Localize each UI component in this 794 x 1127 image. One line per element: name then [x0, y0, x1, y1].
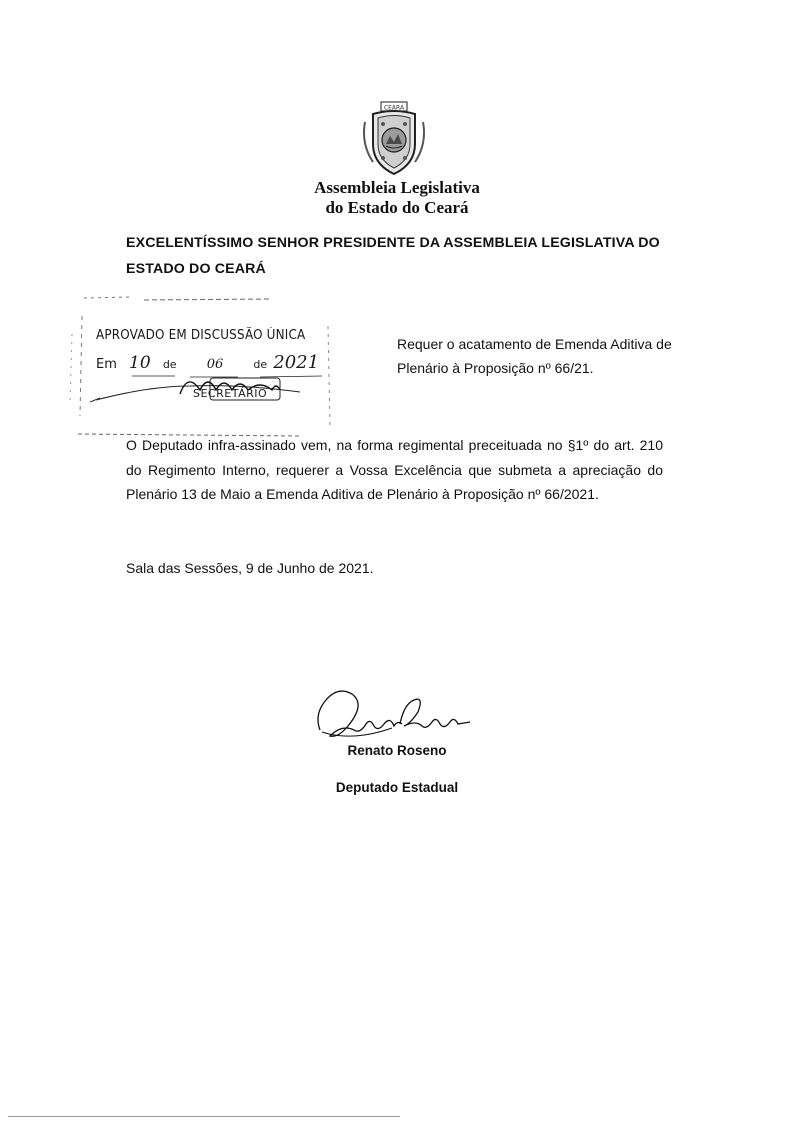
- footer-divider: [8, 1116, 400, 1117]
- stamp-year: 2021: [273, 352, 320, 373]
- stamp-connector-1: de: [162, 358, 177, 371]
- addressee-heading: EXCELENTÍSSIMO SENHOR PRESIDENTE DA ASSEMBLEIA LEGISLATIVA DO ESTADO DO CEARÁ: [126, 235, 660, 277]
- institution-name: Assembleia Legislativa: [314, 178, 480, 197]
- signer-role: Deputado Estadual: [335, 780, 459, 795]
- institution-state: do Estado do Ceará: [325, 198, 469, 217]
- handwritten-signature: [312, 680, 472, 750]
- approval-stamp: [60, 286, 350, 446]
- ementa-text: Requer o acatamento de Emenda Aditiva de Plenário à Proposição nº 66/21.: [397, 336, 672, 376]
- stamp-secretary-label: SECRETÁRIO: [193, 387, 268, 400]
- state-crest-icon: [359, 100, 429, 178]
- stamp-date-prefix: Em: [96, 357, 117, 372]
- crest-top-text: CEARÁ: [383, 104, 405, 112]
- stamp-date: [96, 352, 356, 373]
- stamp-day: 10: [129, 353, 151, 373]
- stamp-connector-2: de: [253, 358, 268, 371]
- signer-name: Renato Roseno: [347, 743, 447, 758]
- request-paragraph: O Deputado infra-assinado vem, na forma regimental preceituada no §1º do art. 210 do Regimento Interno, requerer a Vossa Excelência que submeta a apreciação do Plenário 13 de Maio a Emenda Aditiva de Plenário à Proposição nº 66/2021.: [126, 437, 663, 502]
- stamp-approved-text: APROVADO EM DISCUSSÃO ÚNICA: [96, 328, 306, 343]
- stamp-month: 06: [206, 357, 224, 372]
- place-date: Sala das Sessões, 9 de Junho de 2021.: [126, 560, 374, 576]
